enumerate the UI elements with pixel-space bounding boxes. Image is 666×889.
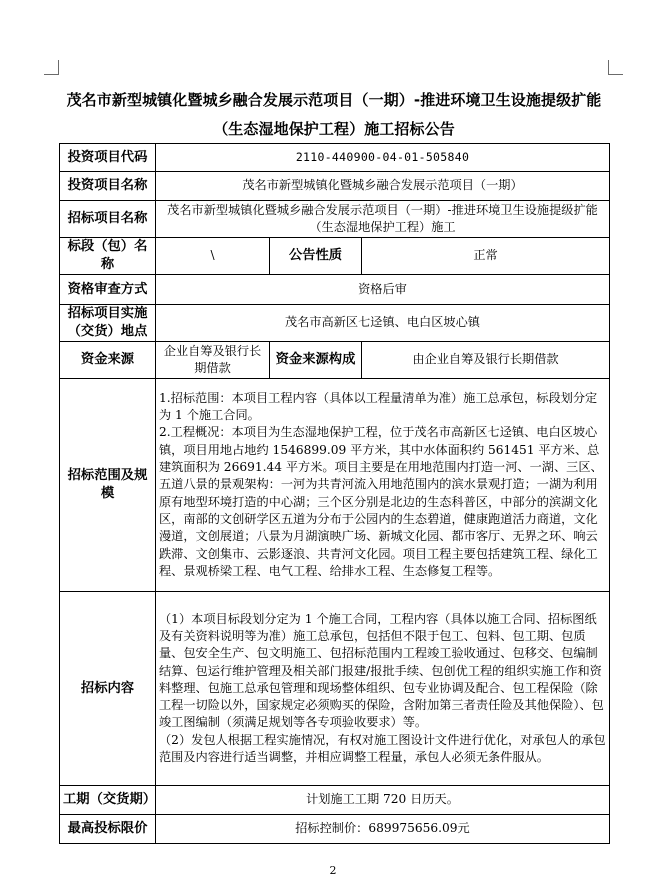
row-period [60, 786, 610, 815]
value-review: 资格后审 [156, 275, 610, 305]
scope-paragraph-1: 1.招标范围：本项目工程内容（具体以工程量清单为准）施工总承包，标段划分定为 1 个施工合同。 [159, 390, 598, 423]
label-section: 标段（包）名称 [60, 238, 156, 275]
label-scope: 招标范围及规模 [60, 379, 156, 592]
label-location: 招标项目实施（交货）地点 [60, 305, 156, 342]
scope-paragraph-2: 2.工程概况：本项目为生态湿地保护工程，位于茂名市高新区七迳镇、电白区坡心镇，项目用地占地约 1546899.09 平方米，其中水体面积约 561451 平方米、总建筑面积为 26691.44 平方米。项目主要是在用地范围内打造一河、一湖、三区、五道八景的景观架构：一河为共青河流入用地范围内的滨水景观打造；一湖为利用原有地型环境打造的中心湖；三个区分别是北边的生态科普区，中部分的滨湖文化区，南部的文创研学区五道为分布于公园内的生态碧道，健康跑道活力商道，文化漫道，文创展道；八景为月湖演映广场、新城文化园、都市客厅、无界之环、响云跌滞、文创集市、云影逐浪、共青河文化园。项目工程主要包括建筑工程、绿化工程、景观桥梁工程、电气工程、给排水工程、生态修复工程等。 [159, 425, 603, 578]
label-notice-nature: 公告性质 [270, 238, 362, 275]
value-project-code: 2110-440900-04-01-505840 [156, 144, 610, 172]
value-section: \ [156, 238, 270, 275]
label-bid-name: 招标项目名称 [60, 201, 156, 238]
row-invest-name [60, 172, 610, 201]
label-period: 工期（交货期） [60, 786, 156, 815]
value-fund: 企业自筹及银行长期借款 [156, 342, 270, 379]
row-project-code [60, 144, 610, 172]
row-bid-name [60, 201, 610, 238]
value-location: 茂名市高新区七迳镇、电白区坡心镇 [156, 305, 610, 342]
row-price [60, 815, 610, 844]
content-paragraph-2: （2）发包人根据工程实施情况，有权对施工图设计文件进行优化，对承包人的承包范围及内容进行适当调整，并相应调整工程量，承包人必须无条件服从。 [159, 732, 606, 765]
row-section [60, 238, 610, 275]
value-scope [156, 379, 610, 592]
value-content [156, 592, 610, 786]
crop-mark-top-left [44, 60, 59, 75]
value-invest-name: 茂名市新型城镇化暨城乡融合发展示范项目（一期） [156, 172, 610, 201]
label-content: 招标内容 [60, 592, 156, 786]
row-scope [60, 379, 610, 592]
value-period: 计划施工工期 720 日历天。 [156, 786, 610, 815]
page-number: 2 [329, 864, 337, 877]
row-content [60, 592, 610, 786]
value-bid-name: 茂名市新型城镇化暨城乡融合发展示范项目（一期）-推进环境卫生设施提级扩能（生态湿地保护工程）施工 [156, 201, 610, 238]
notice-title: 茂名市新型城镇化暨城乡融合发展示范项目（一期）-推进环境卫生设施提级扩能（生态湿地保护工程）施工招标公告 [66, 91, 602, 138]
value-notice-nature: 正常 [362, 238, 610, 275]
label-invest-name: 投资项目名称 [60, 172, 156, 201]
label-fund-composition: 资金来源构成 [270, 342, 362, 379]
row-review [60, 275, 610, 305]
row-location [60, 305, 610, 342]
value-price: 招标控制价：689975656.09元 [156, 815, 610, 844]
label-fund: 资金来源 [60, 342, 156, 379]
label-price: 最高投标限价 [60, 815, 156, 844]
label-review: 资格审查方式 [60, 275, 156, 305]
row-fund [60, 342, 610, 379]
value-fund-composition: 由企业自筹及银行长期借款 [362, 342, 610, 379]
content-paragraph-1: （1）本项目标段划分定为 1 个施工合同，工程内容（具体以施工合同、招标图纸及有关资料说明等为准）施工总承包，包括但不限于包工、包料、包工期、包质量、包安全生产、包文明施工、包招标范围内工程竣工验收通过、包移交、包编制结算、包运行维护管理及相关部门报建/报批手续、包创优工程的组织实施工作和资料整理、包施工总承包管理和现场整体组织、包专业协调及配合、包工程保险（除工程一切险以外，国家规定必须购买的保险，含附加第三者责任险及其他保险）、包竣工图编制（须满足规划等各专项验收要求）等。 [159, 611, 604, 730]
crop-mark-top-right [608, 60, 623, 75]
label-project-code: 投资项目代码 [60, 144, 156, 172]
notice-table [59, 143, 610, 844]
